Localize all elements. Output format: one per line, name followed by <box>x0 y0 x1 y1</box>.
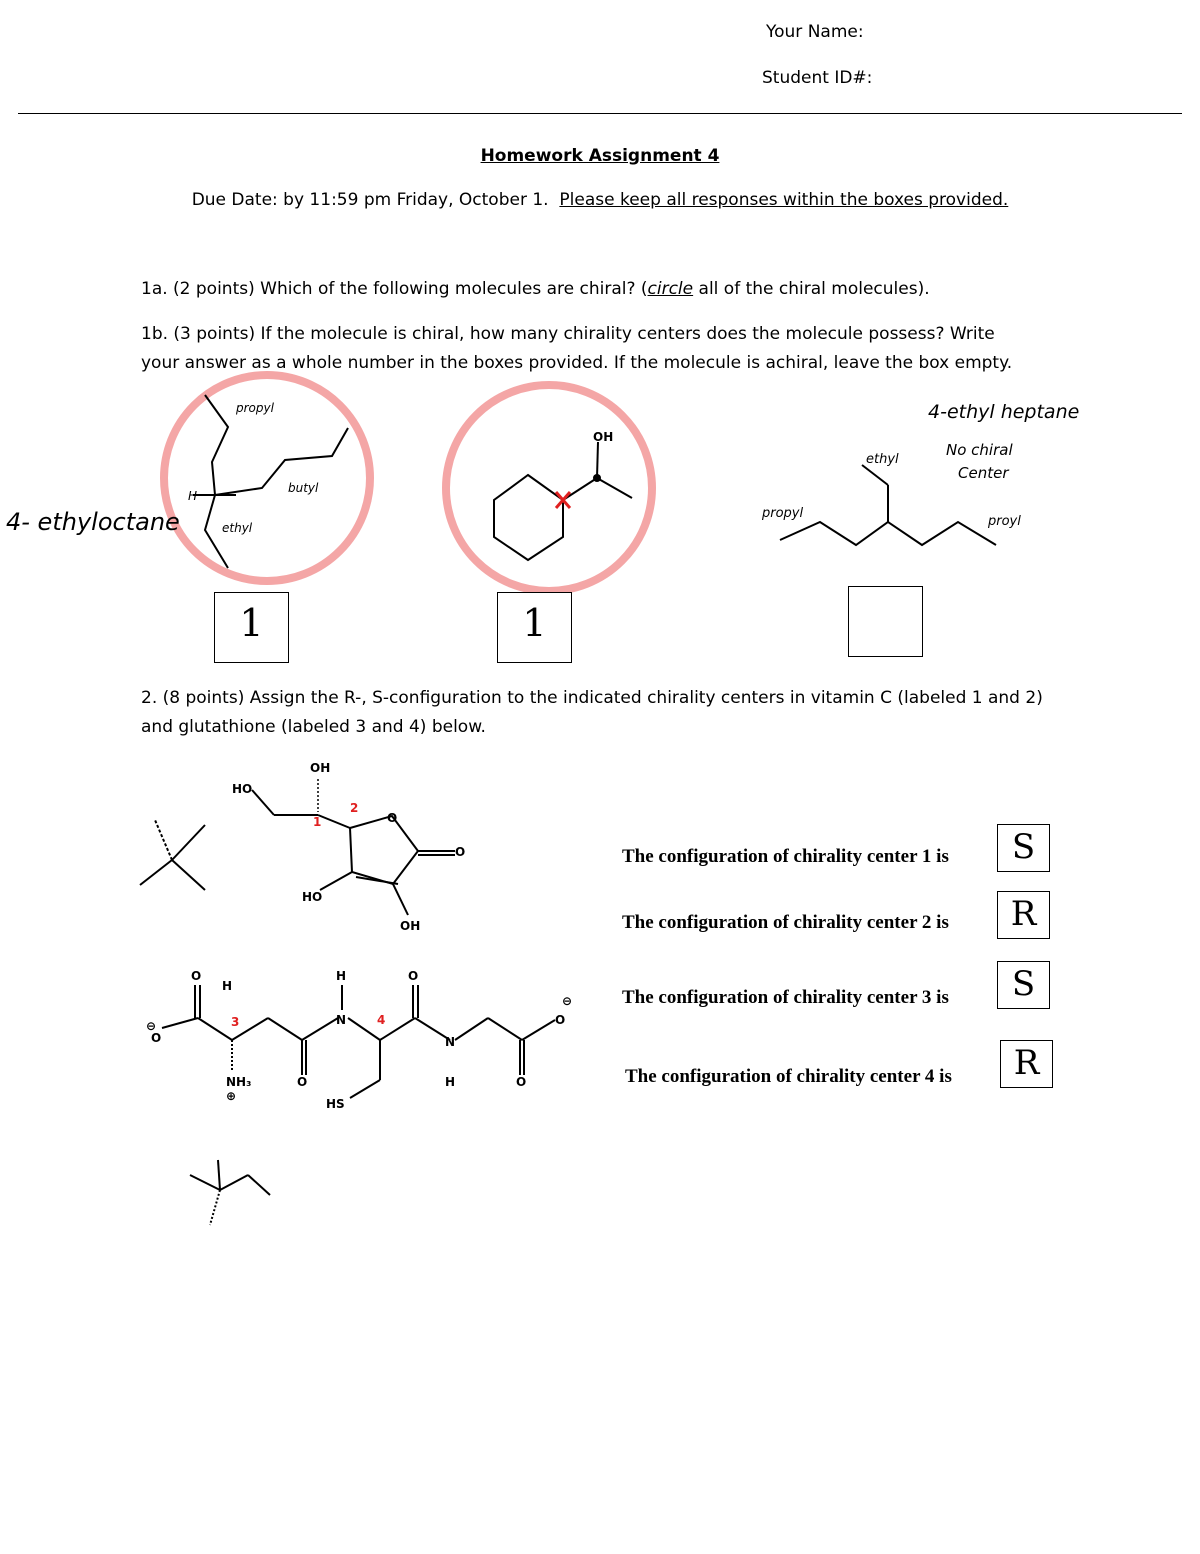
vitc-center-1: 1 <box>313 815 322 829</box>
glu-label-n1: N <box>336 1013 347 1027</box>
due-date-text: Due Date: by 11:59 pm Friday, October 1. <box>191 190 549 210</box>
student-id-label: Student ID#: <box>762 68 873 88</box>
config-2-answer: R <box>1010 894 1037 934</box>
vitc-label-ring-o: O <box>387 811 398 825</box>
circle-word: circle <box>647 279 694 299</box>
question-1b-line2: your answer as a whole number in the boxes provided. If the molecule is achiral, leave the box empty. <box>141 353 1013 373</box>
glu-center-3: 3 <box>231 1015 240 1029</box>
glu-label-h3: H <box>445 1075 456 1089</box>
vitc-center-2: 2 <box>350 801 359 815</box>
config-2-box[interactable] <box>997 891 1050 939</box>
mol2-atom-dot <box>593 474 601 482</box>
config-3-box[interactable] <box>997 961 1050 1009</box>
answer-box-1[interactable] <box>214 592 289 663</box>
vitc-label-oh-top: OH <box>310 761 331 775</box>
glu-label-o1: O <box>191 969 202 983</box>
bottom-sketch <box>190 1160 270 1225</box>
vitc-label-carbonyl-o: O <box>455 845 466 859</box>
molecule-1-skeleton <box>193 395 348 568</box>
glu-label-o2: O <box>408 969 419 983</box>
mol3-name: 4-ethyl heptane <box>928 401 1080 423</box>
name-label: Your Name: <box>766 22 864 42</box>
glu-label-hs: HS <box>326 1097 345 1111</box>
mol1-name: 4- ethyloctane <box>6 508 180 536</box>
config-1-box[interactable] <box>997 824 1050 872</box>
glutathione-skeleton <box>162 985 555 1098</box>
chiral-circle-2 <box>446 385 652 591</box>
answer-box-3[interactable] <box>848 586 923 657</box>
glu-center-4: 4 <box>377 1013 386 1027</box>
page-title: Homework Assignment 4 <box>480 146 720 166</box>
glu-label-h1: H <box>222 979 233 993</box>
glu-label-nh3: NH₃ <box>226 1075 252 1089</box>
mol3-note-1: No chiral <box>946 441 1013 459</box>
question-1a: 1a. (2 points) Which of the following molecules are chiral? (circle all of the chiral molecules). <box>141 279 930 299</box>
glu-label-plus: ⊕ <box>226 1089 237 1103</box>
mol3-label-ethyl: ethyl <box>866 452 899 467</box>
question-1b-line1: 1b. (3 points) If the molecule is chiral, how many chirality centers does the molecule possess? Write <box>141 324 995 344</box>
config-4-answer: R <box>1013 1043 1040 1083</box>
glu-label-minus1: ⊖ <box>146 1019 157 1033</box>
glu-label-h2: H <box>336 969 347 983</box>
config-3-answer: S <box>1011 964 1036 1004</box>
mol3-label-proyl: proyl <box>988 514 1021 529</box>
mol3-label-propyl: propyl <box>762 506 804 521</box>
glu-label-o3: O <box>297 1075 308 1089</box>
mol2-oh: OH <box>593 430 614 444</box>
vitc-label-oh-bottom: OH <box>400 919 421 933</box>
glu-label-n2: N <box>445 1035 456 1049</box>
config-3-text: The configuration of chirality center 3 is <box>622 987 949 1008</box>
question-2-line1: 2. (8 points) Assign the R-, S-configuration to the indicated chirality centers in vitamin C (labeled 1 and 2) <box>141 688 1043 708</box>
glu-label-o5: O <box>151 1031 162 1045</box>
due-instruction: Please keep all responses within the boxes provided. <box>559 190 1009 210</box>
config-4-text: The configuration of chirality center 4 is <box>625 1066 952 1087</box>
question-2 <box>141 684 1141 742</box>
mol3-note-2: Center <box>958 464 1009 482</box>
mol1-label-propyl: propyl <box>236 401 274 415</box>
mol1-label-ethyl: ethyl <box>222 521 253 535</box>
vitc-label-ho-bottom: HO <box>302 890 323 904</box>
config-1-answer: S <box>1011 827 1036 867</box>
config-2-text: The configuration of chirality center 2 is <box>622 912 949 933</box>
mol1-label-butyl: butyl <box>288 481 319 495</box>
vitc-sketch <box>140 820 205 890</box>
mol1-label-h: H <box>188 489 198 503</box>
config-1-text: The configuration of chirality center 1 is <box>622 846 949 867</box>
answer-box-2[interactable] <box>497 592 572 663</box>
question-2-line2: and glutathione (labeled 3 and 4) below. <box>141 717 486 737</box>
glu-label-minus2: ⊖ <box>562 994 573 1008</box>
answer-box-1-value: 1 <box>239 601 264 645</box>
glu-label-o4: O <box>516 1075 527 1089</box>
glu-label-o6: O <box>555 1013 566 1027</box>
answer-box-2-value: 1 <box>522 601 547 645</box>
vitc-label-ho: HO <box>232 782 253 796</box>
config-4-box[interactable] <box>1000 1040 1053 1088</box>
